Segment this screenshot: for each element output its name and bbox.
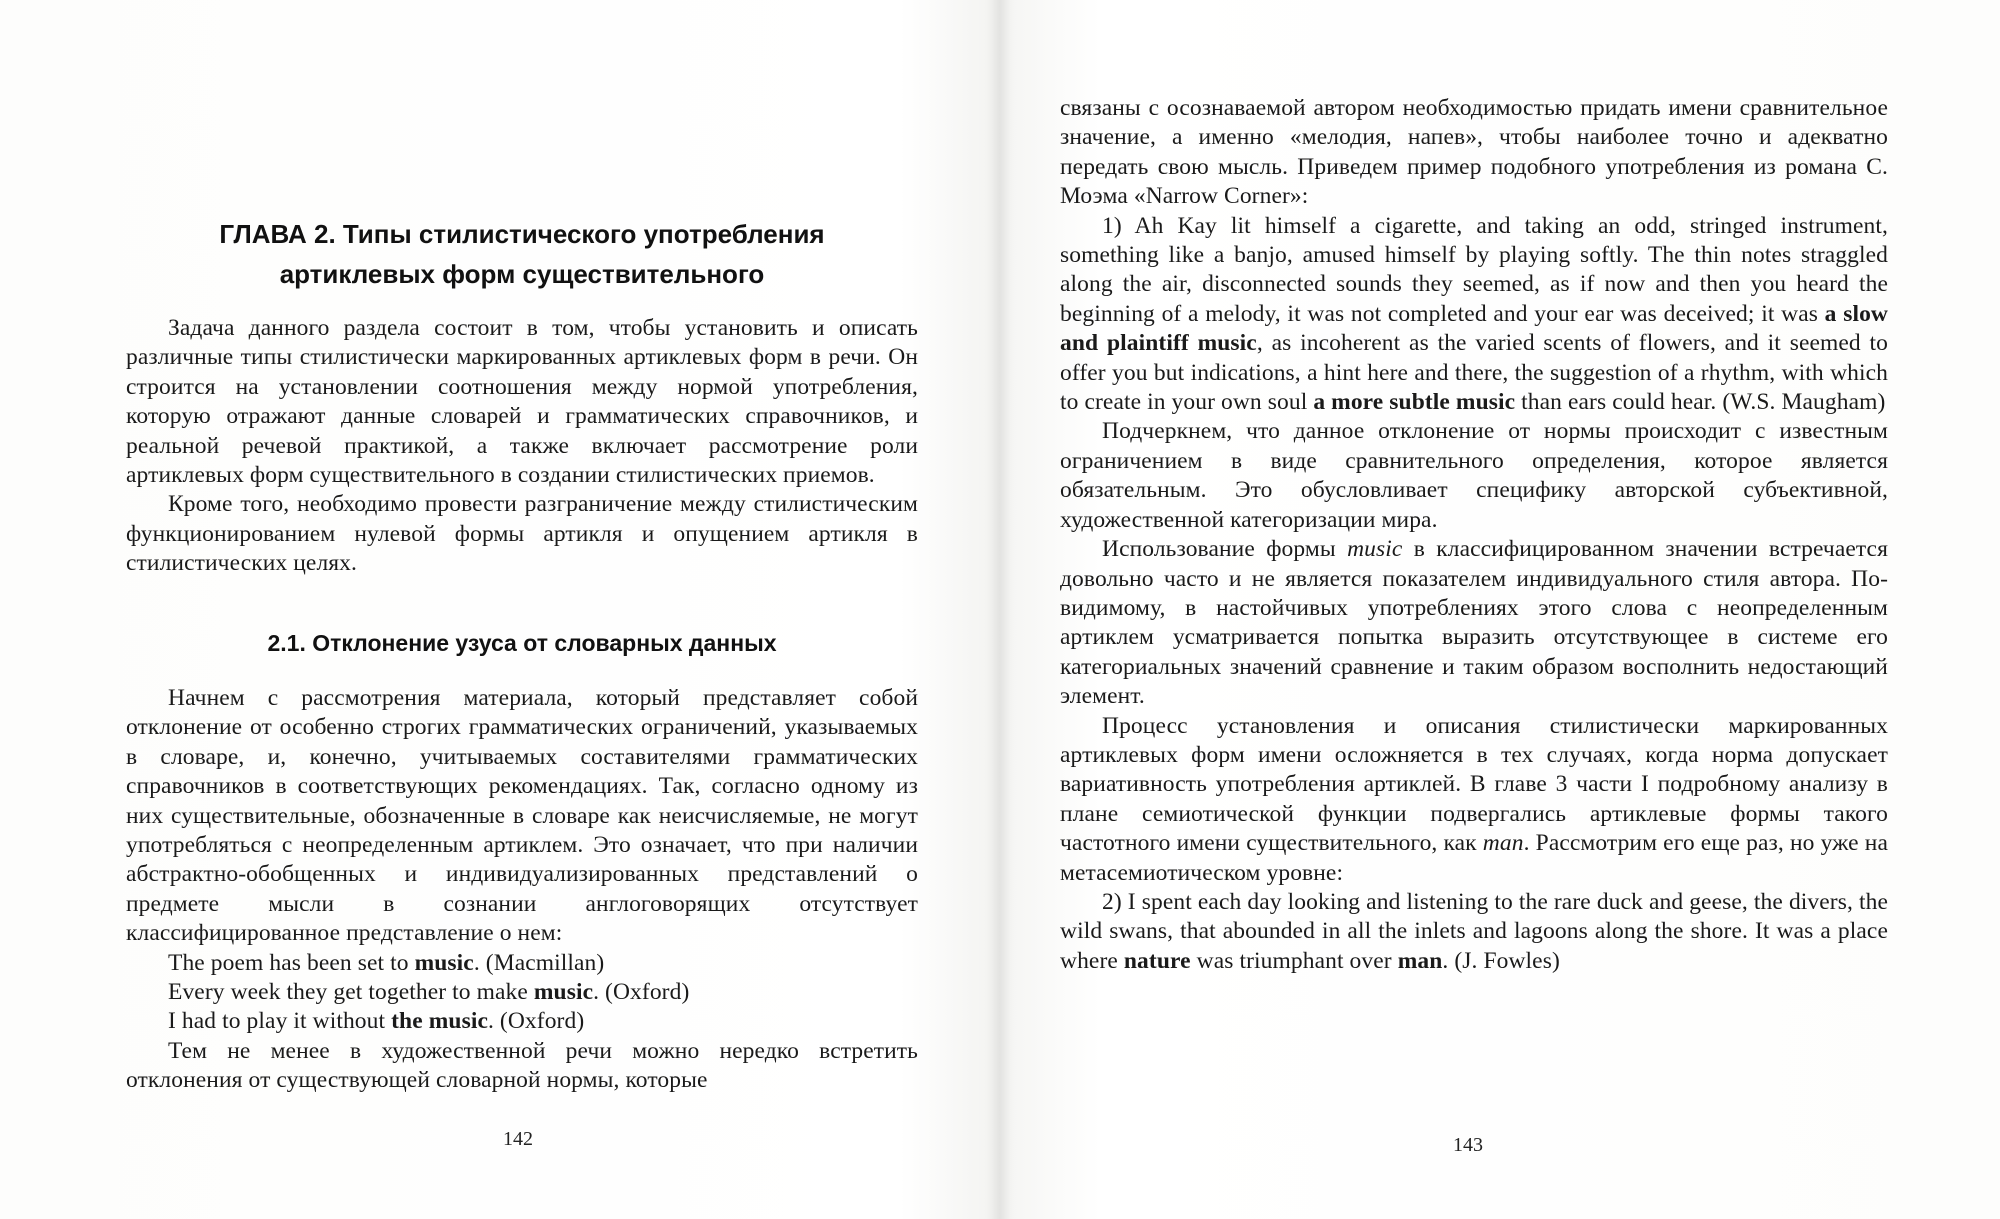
paragraph-4 [1060, 712, 1888, 888]
chapter-title-line-1: ГЛАВА 2. Типы стилистического употребления [219, 219, 825, 249]
quote-2-part-1: 2) I spent each day looking and listening to the rare duck and geese, the divers, the wild swans, that abounded in all the inlets and lagoons along the shore. It was a place where [1060, 888, 1888, 974]
paragraph-3 [1060, 535, 1888, 711]
chapter-title-line-2: артиклевых форм существительного [279, 259, 765, 289]
quote-1 [1060, 212, 1888, 418]
quote-1-part-3: than ears could hear. (W.S. Maugham) [1515, 389, 1886, 416]
paragraph-2: Подчеркнем, что данное отклонение от нормы происходит с известным ограничением в виде сравнительного определения, которое является обязательным. Это обусловливает специфику авторской субъективной, художественной категоризации мира. [1060, 418, 1888, 533]
quote-2-part-2: was triumphant over [1190, 947, 1398, 974]
example-1-source: . (Macmillan) [473, 949, 605, 976]
right-text [1060, 94, 1888, 976]
example-1-text: The poem has been set to [168, 949, 415, 976]
example-3-source: . (Oxford) [487, 1008, 585, 1035]
quote-1-bold-1: a slow and plaintiff music [1060, 300, 1888, 357]
example-1-bold: music [414, 949, 474, 976]
quote-2-bold-1: nature [1123, 947, 1191, 974]
section-title: 2.1. Отклонение узуса от словарных данных [267, 630, 777, 656]
section-paragraph-1: Начнем с рассмотрения материала, который представляет собой отклонение от особенно строгих грамматических ограничений, указываемых в словаре, и, конечно, учитываемых составителями грамматических справочников в соответствующих рекомендациях. Так, согласно одному из них существительные, обозначенные в словаре как неисчисляемые, не могут употребляться с неопределенным артиклем. Это означает, что при наличии абстрактно-обобщенных и индивидуализированных представлений о предмете мысли в сознании англоговорящих отсутствует классифицированное представление о нем: [126, 685, 918, 947]
quote-1-bold-2: a more subtle music [1313, 389, 1516, 416]
intro-text [126, 314, 918, 579]
paragraph-3-after: в классифицированном значении встречается довольно часто и не является показателем индивидуального стиля автора. По-видимому, в настойчивых употреблениях этого слова с неопределенным артиклем усматривается попытка выразить отсутствующее в системе его категориальных значений сравнение и таким образом восполнить недостающий элемент. [1060, 536, 1888, 710]
paragraph-4-before: Процесс установления и описания стилистически маркированных артиклевых форм имени осложняется в тех случаях, когда норма допускает вариативность употребления артиклей. В главе 3 части I подробному анализу в плане семиотической функции подвергались артиклевые формы такого частотного имени существительного, как [1060, 712, 1888, 857]
intro-paragraph-1: Задача данного раздела состоит в том, чтобы установить и описать различные типы стилистически маркированных артиклевых форм в речи. Он строится на установлении соотношения между нормой употребления, которую отражают данные словарей и грамматических справочников, и реальной речевой практикой, а также включает рассмотрение роли артиклевых форм существительного в создании стилистических приемов. [126, 315, 918, 489]
quote-1-part-1: 1) Ah Kay lit himself a cigarette, and taking an odd, stringed instrument, something like a banjo, amused himself by playing softly. The thin notes straggled along the air, disconnected sounds they seemed, as if now and then you heard the beginning of a melody, it was not completed and your ear was deceived; it was [1060, 212, 1888, 327]
example-2-bold: music [533, 979, 594, 1006]
example-3 [126, 1007, 918, 1036]
example-3-bold: the music [391, 1008, 488, 1035]
example-3-text: I had to play it without [168, 1008, 392, 1035]
example-2 [126, 978, 918, 1007]
paragraph-3-before: Использование формы [1102, 536, 1348, 563]
quote-2-part-3: . (J. Fowles) [1442, 947, 1560, 974]
example-2-text: Every week they get together to make [168, 979, 534, 1006]
quote-2-bold-2: man [1397, 947, 1443, 974]
quote-1-part-2: , as incoherent as the varied scents of flowers, and it seemed to offer you but indications, a hint here and there, the suggestion of a rhythm, with which to create in your own soul [1060, 330, 1889, 416]
paragraph-4-italic: man [1482, 830, 1524, 857]
example-1 [126, 949, 918, 978]
page-number-right: 143 [1453, 1134, 1483, 1156]
intro-paragraph-2: Кроме того, необходимо провести разграничение между стилистическим функционированием нулевой формы артикля и опущением артикля в стилистических целях. [126, 491, 918, 577]
chapter-title [126, 214, 918, 294]
quote-2 [1060, 888, 1888, 976]
closing-paragraph: Тем не менее в художественной речи можно нередко встретить отклонения от существующей словарной нормы, которые [126, 1037, 918, 1094]
section-text [126, 684, 918, 1096]
paragraph-3-italic: music [1347, 536, 1403, 563]
right-page [1000, 0, 2000, 1219]
continuation-paragraph: связаны с осознаваемой автором необходимостью придать имени сравнительное значение, а именно «мелодия, напев», чтобы наиболее точно и адекватно передать свою мысль. Приведем пример подобного употребления из романа С. Моэма «Narrow Corner»: [1060, 95, 1888, 210]
page-number-left: 142 [503, 1128, 533, 1150]
paragraph-4-after: . Рассмотрим его еще раз, но уже на метасемиотическом уровне: [1060, 830, 1888, 886]
example-2-source: . (Oxford) [593, 979, 690, 1006]
